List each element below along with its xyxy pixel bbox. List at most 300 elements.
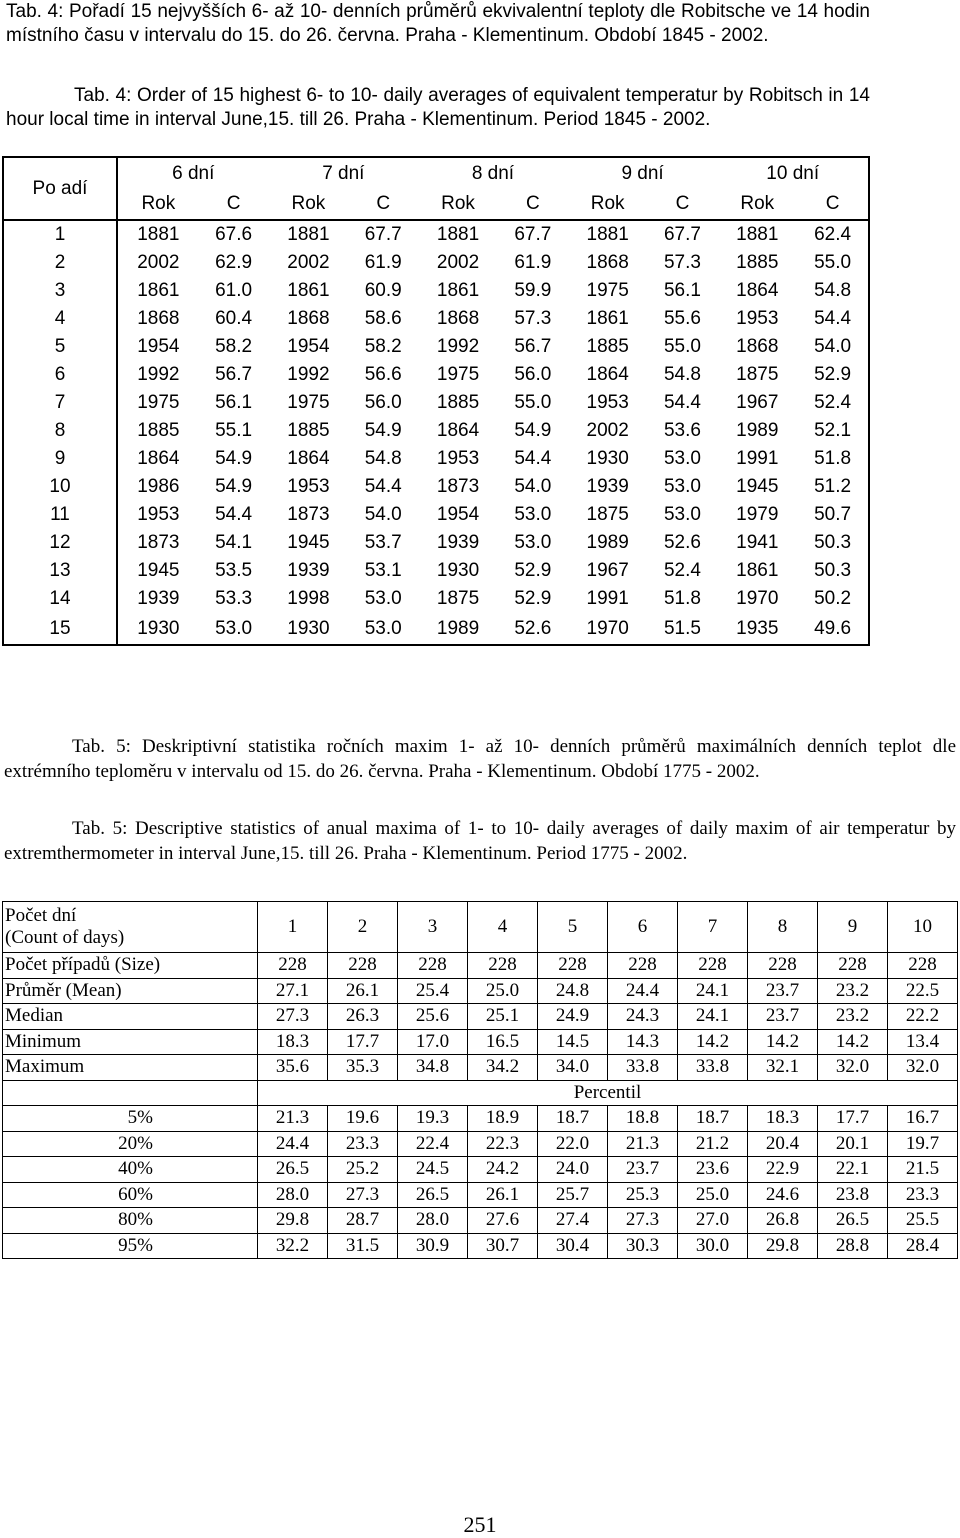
year-cell: 1881 [436, 224, 480, 245]
year-cell: 1954 [436, 504, 480, 525]
year-cell: 1992 [436, 336, 480, 357]
temp-cell: 62.9 [215, 252, 253, 273]
count-cell: 8 [748, 902, 818, 953]
percentile-value: 28.0 [398, 1208, 468, 1234]
temp-cell: 53.0 [514, 504, 552, 525]
percentile-value: 31.5 [328, 1233, 398, 1259]
percentile-value: 30.9 [398, 1233, 468, 1259]
year-cell: 1868 [287, 308, 330, 329]
temp-cell: 53.1 [364, 560, 402, 581]
year-cell: 1861 [736, 560, 779, 581]
percentile-header: Percentil [258, 1080, 958, 1106]
tab5-caption-english [4, 816, 956, 866]
temp-cell: 53.6 [663, 420, 701, 441]
year-cell: 1885 [436, 392, 480, 413]
tab4-temp-header: C [348, 189, 418, 220]
temp-cell: 58.6 [364, 308, 402, 329]
year-cell: 1939 [586, 476, 629, 497]
year-cell: 1953 [436, 448, 480, 469]
percentile-value: 21.3 [608, 1131, 678, 1157]
percentile-value: 18.7 [538, 1106, 608, 1132]
stat-value: 16.5 [468, 1029, 538, 1055]
percentile-value: 25.0 [678, 1182, 748, 1208]
count-cell: 10 [888, 902, 958, 953]
percentile-value: 27.0 [678, 1208, 748, 1234]
tab4-body [3, 220, 869, 645]
percentile-value: 30.0 [678, 1233, 748, 1259]
percentile-value: 30.4 [538, 1233, 608, 1259]
percentile-value: 30.3 [608, 1233, 678, 1259]
percentile-label: 60% [3, 1182, 258, 1208]
temp-cell: 57.3 [663, 252, 701, 273]
tab4-caption-english-text [6, 84, 870, 131]
temp-cell: 55.6 [663, 308, 701, 329]
rank-cell: 10 [3, 473, 117, 501]
year-cell: 1967 [586, 560, 629, 581]
year-cell: 1945 [137, 560, 180, 581]
stat-value: 22.5 [888, 978, 958, 1004]
year-cell: 1930 [137, 617, 180, 639]
tab5-statistics-table [2, 901, 958, 1259]
percentile-value: 27.4 [538, 1208, 608, 1234]
percentile-value: 25.5 [888, 1208, 958, 1234]
temp-cell: 50.3 [814, 560, 852, 581]
temp-cell: 60.9 [364, 280, 402, 301]
temp-cell: 54.4 [364, 476, 402, 497]
temp-cell: 53.3 [215, 588, 253, 609]
year-cell: 1881 [137, 224, 180, 245]
stat-value: 35.3 [328, 1055, 398, 1081]
temp-cell: 56.0 [364, 392, 402, 413]
year-cell: 1941 [736, 532, 779, 553]
year-cell: 1873 [287, 504, 330, 525]
temp-cell: 54.4 [215, 504, 253, 525]
temp-cell: 50.2 [814, 588, 852, 609]
percentile-label: 95% [3, 1233, 258, 1259]
table-row [3, 220, 869, 249]
year-cell: 1861 [436, 280, 480, 301]
stat-value: 22.2 [888, 1004, 958, 1030]
percentile-value: 20.4 [748, 1131, 818, 1157]
table-row [3, 249, 869, 277]
year-cell: 1989 [736, 420, 779, 441]
stat-value: 26.1 [328, 978, 398, 1004]
stat-row [3, 1029, 958, 1055]
percentile-value: 25.3 [608, 1182, 678, 1208]
temp-cell: 51.2 [814, 476, 852, 497]
stat-value: 24.1 [678, 1004, 748, 1030]
year-cell: 1989 [436, 617, 480, 639]
year-cell: 1998 [287, 588, 330, 609]
stat-value: 25.6 [398, 1004, 468, 1030]
percentile-row [3, 1157, 958, 1183]
percentile-value: 26.5 [818, 1208, 888, 1234]
year-cell: 1970 [586, 617, 629, 639]
tab4-group-header: 10 dní [766, 162, 820, 184]
temp-cell: 61.9 [364, 252, 402, 273]
temp-cell: 52.1 [814, 420, 852, 441]
tab4-year-header: Rok [418, 189, 498, 220]
percentile-value: 19.6 [328, 1106, 398, 1132]
percentile-row [3, 1208, 958, 1234]
temp-cell: 52.6 [514, 617, 552, 639]
percentile-value: 32.2 [258, 1233, 328, 1259]
stat-value: 228 [398, 953, 468, 979]
stat-label: Průměr (Mean) [3, 978, 258, 1004]
tab4-caption-english-content: Tab. 4: Order of 15 highest 6- to 10- daily averages of equivalent temperatur by Robitsch in 14 hour local time in interval June,15. till 26. Praha - Klementinum. Period 1845 - 2002. [6, 85, 870, 130]
count-cell: 1 [258, 902, 328, 953]
percentile-row [3, 1233, 958, 1259]
year-cell: 1945 [287, 532, 330, 553]
tab4-ranking-table [2, 156, 870, 646]
temp-cell: 54.9 [215, 448, 253, 469]
stat-value: 33.8 [608, 1055, 678, 1081]
stat-value: 34.8 [398, 1055, 468, 1081]
count-cell: 4 [468, 902, 538, 953]
temp-cell: 54.9 [514, 420, 552, 441]
percentile-value: 26.5 [258, 1157, 328, 1183]
year-cell: 1975 [287, 392, 330, 413]
year-cell: 1975 [586, 280, 629, 301]
stat-value: 23.2 [818, 978, 888, 1004]
percentile-value: 21.5 [888, 1157, 958, 1183]
temp-cell: 53.0 [663, 504, 701, 525]
rank-cell: 13 [3, 557, 117, 585]
stat-value: 14.3 [608, 1029, 678, 1055]
temp-cell: 62.4 [814, 224, 852, 245]
percentile-value: 23.7 [608, 1157, 678, 1183]
tab4-year-header: Rok [568, 189, 648, 220]
year-cell: 1967 [736, 392, 779, 413]
table-row [3, 417, 869, 445]
year-cell: 1864 [287, 448, 330, 469]
year-cell: 1975 [436, 364, 480, 385]
rank-cell: 14 [3, 585, 117, 613]
temp-cell: 53.0 [364, 588, 402, 609]
tab5-count-label-line1: Počet dní [5, 905, 77, 926]
stat-value: 228 [818, 953, 888, 979]
stat-value: 228 [888, 953, 958, 979]
temp-cell: 54.9 [215, 476, 253, 497]
stat-value: 32.1 [748, 1055, 818, 1081]
temp-cell: 54.8 [814, 280, 852, 301]
stat-value: 26.3 [328, 1004, 398, 1030]
temp-cell: 54.4 [663, 392, 701, 413]
tab4-temp-header: C [498, 189, 568, 220]
percentile-value: 21.3 [258, 1106, 328, 1132]
percentile-value: 19.7 [888, 1131, 958, 1157]
count-cell: 9 [818, 902, 888, 953]
table-row [3, 585, 869, 613]
percentile-row [3, 1182, 958, 1208]
rank-cell: 4 [3, 305, 117, 333]
rank-cell: 3 [3, 277, 117, 305]
year-cell: 1885 [736, 252, 779, 273]
year-cell: 1868 [436, 308, 480, 329]
temp-cell: 54.1 [215, 532, 253, 553]
percentile-label: 40% [3, 1157, 258, 1183]
year-cell: 1875 [436, 588, 480, 609]
percentile-value: 22.3 [468, 1131, 538, 1157]
count-cell: 3 [398, 902, 468, 953]
tab5-count-label [3, 902, 258, 953]
temp-cell: 58.2 [364, 336, 402, 357]
tab4-group-header: 7 dní [322, 162, 365, 184]
temp-cell: 56.6 [364, 364, 402, 385]
tab5-caption-english-text [4, 816, 956, 866]
year-cell: 1935 [736, 617, 779, 639]
percentile-value: 22.0 [538, 1131, 608, 1157]
temp-cell: 52.9 [814, 364, 852, 385]
percentile-row [3, 1106, 958, 1132]
temp-cell: 49.6 [814, 617, 852, 639]
page-number: 251 [463, 1512, 497, 1537]
percentile-value: 26.8 [748, 1208, 818, 1234]
year-cell: 1861 [586, 308, 629, 329]
temp-cell: 51.5 [663, 617, 701, 639]
tab4-group-header: 6 dní [172, 162, 215, 184]
tab5-body [3, 902, 958, 1259]
year-cell: 1885 [137, 420, 180, 441]
tab4-caption-english [6, 84, 870, 131]
temp-cell: 53.0 [514, 532, 552, 553]
table-row [3, 501, 869, 529]
temp-cell: 56.0 [514, 364, 552, 385]
temp-cell: 54.9 [364, 420, 402, 441]
year-cell: 1953 [137, 504, 180, 525]
temp-cell: 52.9 [514, 560, 552, 581]
temp-cell: 55.0 [663, 336, 701, 357]
percentile-header-row [3, 1080, 958, 1106]
stat-value: 32.0 [818, 1055, 888, 1081]
stat-value: 34.0 [538, 1055, 608, 1081]
year-cell: 2002 [436, 252, 480, 273]
temp-cell: 67.7 [514, 224, 552, 245]
stat-value: 27.1 [258, 978, 328, 1004]
temp-cell: 53.0 [364, 617, 402, 639]
year-cell: 2002 [287, 252, 330, 273]
year-cell: 1864 [736, 280, 779, 301]
tab5-caption-czech [4, 734, 956, 784]
stat-value: 23.7 [748, 978, 818, 1004]
table-row [3, 361, 869, 389]
temp-cell: 53.0 [215, 617, 253, 639]
year-cell: 1991 [586, 588, 629, 609]
table-row [3, 613, 869, 645]
percentile-value: 21.2 [678, 1131, 748, 1157]
temp-cell: 55.1 [215, 420, 253, 441]
stat-value: 35.6 [258, 1055, 328, 1081]
temp-cell: 61.0 [215, 280, 253, 301]
temp-cell: 55.0 [814, 252, 852, 273]
stat-value: 228 [608, 953, 678, 979]
table-row [3, 389, 869, 417]
percentile-value: 23.6 [678, 1157, 748, 1183]
rank-cell: 6 [3, 361, 117, 389]
count-cell: 2 [328, 902, 398, 953]
year-cell: 1868 [137, 308, 180, 329]
temp-cell: 54.4 [814, 308, 852, 329]
stat-value: 25.0 [468, 978, 538, 1004]
percentile-value: 24.6 [748, 1182, 818, 1208]
stat-value: 34.2 [468, 1055, 538, 1081]
count-cell: 5 [538, 902, 608, 953]
tab4-year-header: Rok [117, 189, 199, 220]
percentile-value: 18.8 [608, 1106, 678, 1132]
temp-cell: 53.0 [663, 476, 701, 497]
count-cell: 6 [608, 902, 678, 953]
temp-cell: 56.7 [215, 364, 253, 385]
table-row [3, 529, 869, 557]
year-cell: 1953 [736, 308, 779, 329]
percentile-value: 25.2 [328, 1157, 398, 1183]
year-cell: 1970 [736, 588, 779, 609]
temp-cell: 61.9 [514, 252, 552, 273]
tab4-group-header-row [3, 157, 869, 189]
temp-cell: 54.0 [364, 504, 402, 525]
tab5-caption-czech-content: Tab. 5: Deskriptivní statistika ročních maxim 1- až 10- denních průměrů maximálních denních teplot dle extrémního teploměru v intervalu od 15. do 26. června. Praha - Klementinum. Období 1775 - 2002. [4, 736, 956, 782]
stat-value: 24.9 [538, 1004, 608, 1030]
percentile-value: 24.5 [398, 1157, 468, 1183]
percentile-value: 28.7 [328, 1208, 398, 1234]
rank-cell: 8 [3, 417, 117, 445]
year-cell: 1953 [287, 476, 330, 497]
percentile-value: 17.7 [818, 1106, 888, 1132]
temp-cell: 54.0 [814, 336, 852, 357]
tab4-group-header: 9 dní [621, 162, 664, 184]
stat-value: 25.1 [468, 1004, 538, 1030]
year-cell: 1930 [287, 617, 330, 639]
temp-cell: 53.7 [364, 532, 402, 553]
year-cell: 1868 [736, 336, 779, 357]
year-cell: 1861 [137, 280, 180, 301]
stat-value: 228 [468, 953, 538, 979]
stat-row [3, 1004, 958, 1030]
temp-cell: 56.1 [663, 280, 701, 301]
percentile-value: 22.9 [748, 1157, 818, 1183]
tab5-caption-english-content: Tab. 5: Descriptive statistics of anual maxima of 1- to 10- daily averages of daily maxim of air temperatur by extremthermometer in interval June,15. till 26. Praha - Klementinum. Period 1775 - 2002. [4, 818, 956, 864]
table-row [3, 277, 869, 305]
stat-value: 18.3 [258, 1029, 328, 1055]
temp-cell: 50.7 [814, 504, 852, 525]
stat-value: 27.3 [258, 1004, 328, 1030]
year-cell: 1875 [736, 364, 779, 385]
year-cell: 1992 [287, 364, 330, 385]
rank-cell: 7 [3, 389, 117, 417]
stat-value: 24.8 [538, 978, 608, 1004]
percentile-value: 23.3 [328, 1131, 398, 1157]
percentile-value: 28.0 [258, 1182, 328, 1208]
percentile-value: 27.3 [328, 1182, 398, 1208]
year-cell: 1991 [736, 448, 779, 469]
stat-value: 17.0 [398, 1029, 468, 1055]
stat-value: 25.4 [398, 978, 468, 1004]
year-cell: 2002 [586, 420, 629, 441]
percentile-value: 22.1 [818, 1157, 888, 1183]
percentile-value: 26.1 [468, 1182, 538, 1208]
percentile-value: 28.8 [818, 1233, 888, 1259]
year-cell: 1953 [586, 392, 629, 413]
tab4-caption-czech [6, 0, 870, 47]
rank-cell: 5 [3, 333, 117, 361]
stat-row [3, 978, 958, 1004]
stat-value: 228 [328, 953, 398, 979]
stat-value: 23.7 [748, 1004, 818, 1030]
count-cell: 7 [678, 902, 748, 953]
percentile-label: 80% [3, 1208, 258, 1234]
stat-label: Minimum [3, 1029, 258, 1055]
percentile-value: 27.6 [468, 1208, 538, 1234]
stat-value: 14.2 [678, 1029, 748, 1055]
tab4-temp-header: C [199, 189, 269, 220]
tab5-caption-czech-text [4, 734, 956, 784]
temp-cell: 53.5 [215, 560, 253, 581]
stat-value: 228 [748, 953, 818, 979]
year-cell: 1864 [137, 448, 180, 469]
year-cell: 1864 [436, 420, 480, 441]
temp-cell: 56.7 [514, 336, 552, 357]
percentile-header-spacer [3, 1080, 258, 1106]
temp-cell: 54.8 [663, 364, 701, 385]
year-cell: 1873 [137, 532, 180, 553]
year-cell: 1868 [586, 252, 629, 273]
rank-cell: 1 [3, 220, 117, 249]
stat-value: 23.2 [818, 1004, 888, 1030]
stat-label: Median [3, 1004, 258, 1030]
rank-cell: 11 [3, 501, 117, 529]
stat-value: 14.5 [538, 1029, 608, 1055]
percentile-value: 29.8 [748, 1233, 818, 1259]
percentile-value: 25.7 [538, 1182, 608, 1208]
percentile-value: 23.3 [888, 1182, 958, 1208]
table-row [3, 305, 869, 333]
year-cell: 1945 [736, 476, 779, 497]
stat-label: Počet případů (Size) [3, 953, 258, 979]
year-cell: 1875 [586, 504, 629, 525]
percentile-value: 23.8 [818, 1182, 888, 1208]
rank-cell: 15 [3, 613, 117, 645]
tab4-temp-header: C [797, 189, 869, 220]
tab4-subheader-row [3, 189, 869, 220]
temp-cell: 50.3 [814, 532, 852, 553]
year-cell: 1885 [287, 420, 330, 441]
temp-cell: 67.7 [663, 224, 701, 245]
stat-row [3, 953, 958, 979]
tab4-year-header: Rok [717, 189, 797, 220]
year-cell: 1954 [137, 336, 180, 357]
stat-value: 228 [538, 953, 608, 979]
percentile-value: 27.3 [608, 1208, 678, 1234]
temp-cell: 52.9 [514, 588, 552, 609]
stat-value: 17.7 [328, 1029, 398, 1055]
year-cell: 1954 [287, 336, 330, 357]
year-cell: 1939 [287, 560, 330, 581]
temp-cell: 56.1 [215, 392, 253, 413]
stat-value: 228 [258, 953, 328, 979]
stat-label: Maximum [3, 1055, 258, 1081]
percentile-value: 24.4 [258, 1131, 328, 1157]
tab4-caption-czech-text: Tab. 4: Pořadí 15 nejvyšších 6- až 10- denních průměrů ekvivalentní teploty dle Robitsche ve 14 hodin místního času v intervalu do 15. do 26. června. Praha - Klementinum. Období 1845 - 2002. [6, 1, 870, 46]
rank-cell: 2 [3, 249, 117, 277]
year-cell: 1873 [436, 476, 480, 497]
temp-cell: 52.6 [663, 532, 701, 553]
percentile-value: 28.4 [888, 1233, 958, 1259]
temp-cell: 54.4 [514, 448, 552, 469]
table-row [3, 445, 869, 473]
temp-cell: 53.0 [663, 448, 701, 469]
temp-cell: 59.9 [514, 280, 552, 301]
stat-value: 14.2 [818, 1029, 888, 1055]
